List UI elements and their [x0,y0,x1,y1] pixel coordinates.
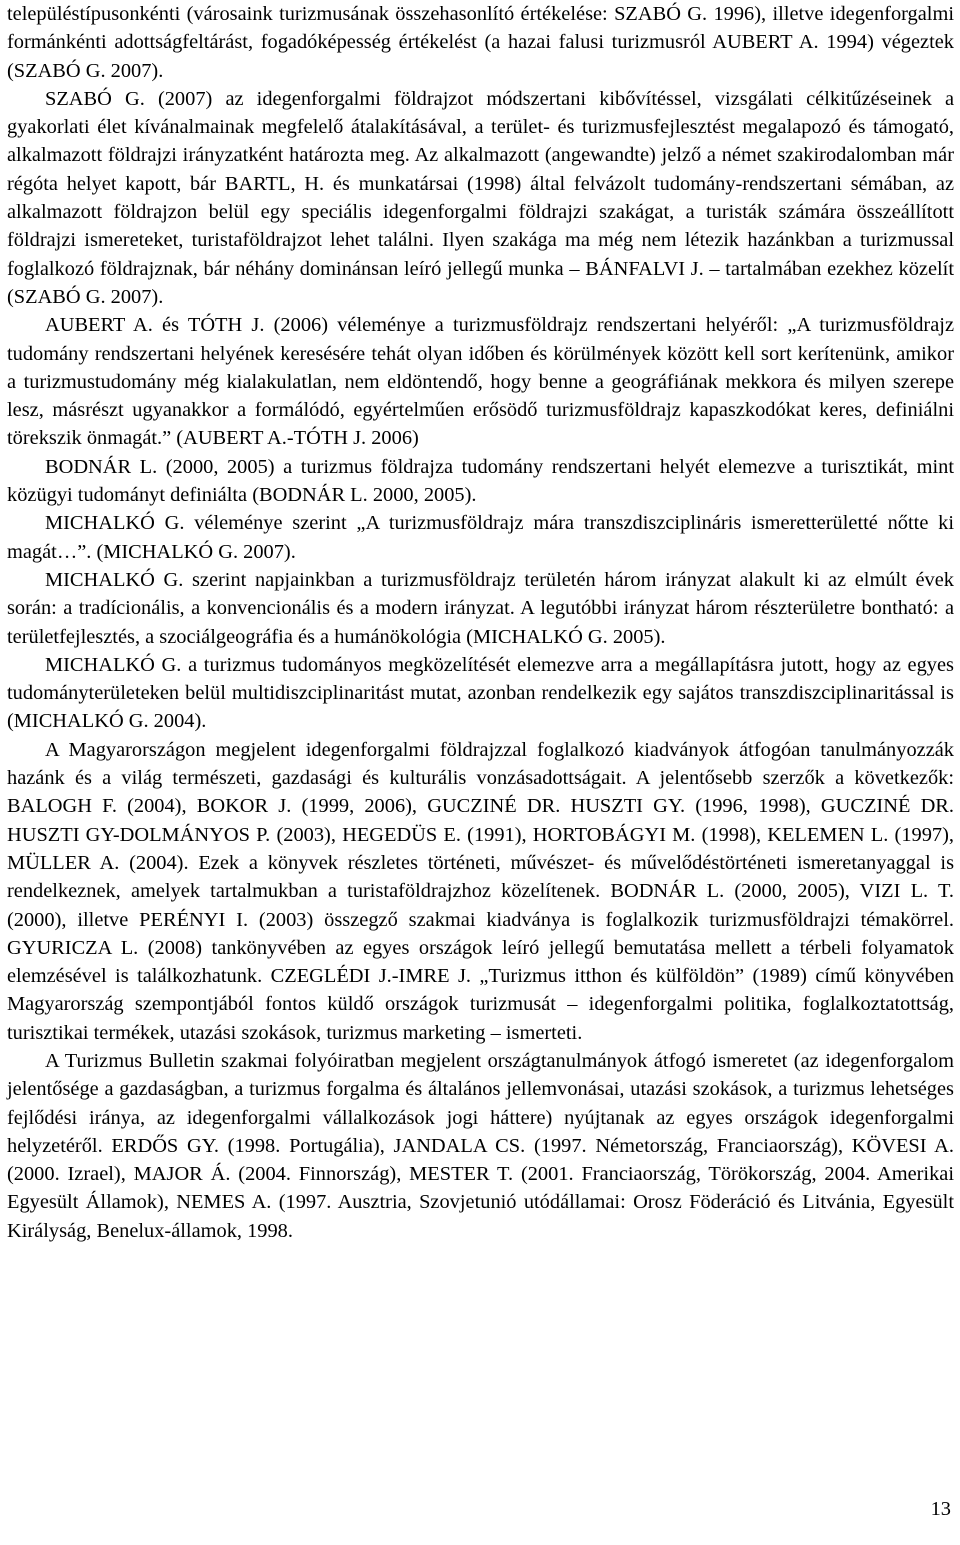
paragraph-2: SZABÓ G. (2007) az idegenforgalmi földrajzot módszertani kibővítéssel, vizsgálati célkitűzéseinek a gyakorlati élet kívánalmainak megfelelő átalakításával, a terület- és turizmusfejlesztést megalapozó és támogató, alkalmazott földrajzi irányzatként határozta meg. Az alkalmazott (angewandte) jelző a német szakirodalomban már régóta helyet kapott, bár BARTL, H. és munkatársai (1998) által felvázolt tudomány-rendszertani sémában, az alkalmazott földrajzon belül egy speciális idegenforgalmi földrajzi szakágat, a turisták számára összeállított földrajzi ismereteket, turistaföldrajzot lehet találni. Ilyen szakága ma még nem létezik hazánkban a turizmussal foglalkozó földrajznak, bár néhány dominánsan leíró jellegű munka – BÁNFALVI J. – tartalmában ezekhez közelít (SZABÓ G. 2007). [7,87,954,308]
page-number: 13 [930,1498,951,1520]
paragraph-5: MICHALKÓ G. véleménye szerint „A turizmusföldrajz mára transzdiszciplináris ismeretterületté nőtte ki magát…”. (MICHALKÓ G. 2007). [7,512,954,563]
paragraph-3: AUBERT A. és TÓTH J. (2006) véleménye a turizmusföldrajz rendszertani helyéről: „A turizmusföldrajz tudomány rendszertani helyének keresésére tehát olyan időben és körülmények között kell sort kerítenünk, amikor a turizmustudomány még kialakulatlan, nem eldöntendő, hogy benne a geográfiának mekkora és milyen szerepe lesz, másrészt ugyanakkor a formálódó, egyértelműen erősödő turizmusföldrajz kapaszkodókat keres, definiálni törekszik önmagát.” (AUBERT A.-TÓTH J. 2006) [7,314,954,450]
paragraph-8: A Magyarországon megjelent idegenforgalmi földrajzzal foglalkozó kiadványok átfogóan tanulmányozzák hazánk és a világ természeti, gazdasági és kulturális vonzásadottságait. A jelentősebb szerzők a következők: BALOGH F. (2004), BOKOR J. (1999, 2006), GUCZINÉ DR. HUSZTI GY. (1996, 1998), GUCZINÉ DR. HUSZTI GY-DOLMÁNYOS P. (2003), HEGEDÜS E. (1991), HORTOBÁGYI M. (1998), KELEMEN L. (1997), MÜLLER A. (2004). Ezek a könyvek részletes történeti, művészet- és művelődéstörténeti ismeretanyaggal is rendelkeznek, amelyek tartalmukban a turistaföldrajzhoz közelítenek. BODNÁR L. (2000, 2005), VIZI L. T. (2000), illetve PERÉNYI I. (2003) összegző szakmai kiadványa is foglalkozik turizmusföldrajzi témakörrel. GYURICZA L. (2008) tankönyvében az egyes országok leíró jellegű bemutatása mellett a térbeli folyamatok elemzésével is találkozhatunk. CZEGLÉDI J.-IMRE J. „Turizmus itthon és külföldön” (1989) című könyvében Magyarország szempontjából fontos küldő országok turizmusát – idegenforgalmi politika, foglalkoztatottság, turisztikai termékek, utazási szokások, turizmus marketing – ismerteti. [7,738,954,1044]
paragraph-4: BODNÁR L. (2000, 2005) a turizmus földrajza tudomány rendszertani helyét elemezve a turisztikát, mint közügyi tudományt definiálta (BODNÁR L. 2000, 2005). [7,455,954,507]
document-page [7,0,954,1245]
paragraph-1: településtípusonkénti (városaink turizmusának összehasonlító értékelése: SZABÓ G. 1996), illetve idegenforgalmi formánkénti adottságfeltárást, fogadóképesség értékelést (a hazai falusi turizmusról AUBERT A. 1994) végeztek (SZABÓ G. 2007). [7,3,954,82]
paragraph-6: MICHALKÓ G. szerint napjainkban a turizmusföldrajz területén három irányzat alakult ki az elmúlt évek során: a tradícionális, a konvencionális és a modern irányzat. A legutóbbi irányzat három részterületre bontható: a területfejlesztés, a szociálgeográfia és a humánökológia (MICHALKÓ G. 2005). [7,568,954,648]
paragraph-9: A Turizmus Bulletin szakmai folyóiratban megjelent országtanulmányok átfogó ismeretet (az idegenforgalom jelentősége a gazdaságban, a turizmus forgalma és általános jellemvonásai, utazási szokások, a turizmus lehetséges fejlődési iránya, az idegenforgalmi vállalkozások jogi háttere) nyújtanak az egyes országok idegenforgalmi helyzetéről. ERDŐS GY. (1998. Portugália), JANDALA CS. (1997. Németország, Franciaország), KÖVESI A. (2000. Izrael), MAJOR Á. (2004. Finnország), MESTER T. (2001. Franciaország, Törökország, 2004. Amerikai Egyesült Államok), NEMES A. (1997. Ausztria, Szovjetunió utódállamai: Orosz Föderáció és Litvánia, Egyesült Királyság, Benelux-államok, 1998. [7,1049,954,1242]
paragraph-7: MICHALKÓ G. a turizmus tudományos megközelítését elemezve arra a megállapításra jutott, hogy az egyes tudományterületeken belül multidiszciplinaritást mutat, azonban rendelkezik egy sajátos transzdiszciplinaritással is (MICHALKÓ G. 2004). [7,653,954,733]
